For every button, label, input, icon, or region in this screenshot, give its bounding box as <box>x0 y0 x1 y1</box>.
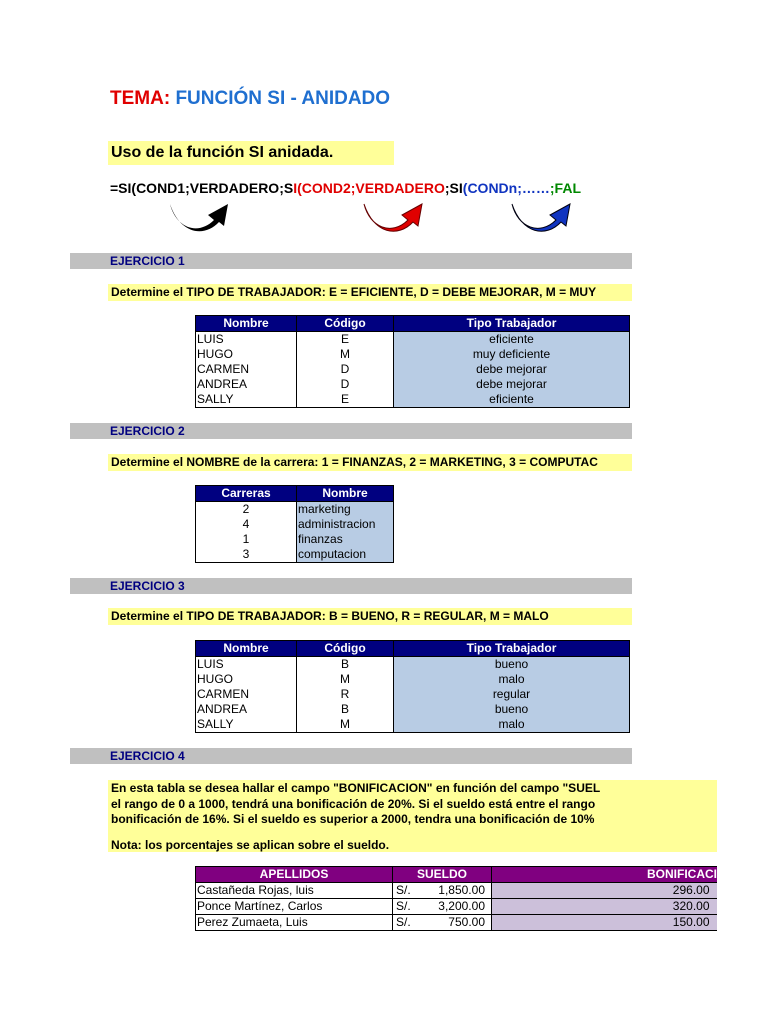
ejercicio4-label: EJERCICIO 4 <box>110 749 185 763</box>
cell-sueldo[interactable]: 750.00 <box>423 915 492 931</box>
formula-part-1: =SI(COND1;VERDADERO;S <box>110 180 294 196</box>
table-row <box>196 347 630 362</box>
table-row <box>196 883 720 899</box>
page-title <box>110 88 390 110</box>
cell-bonificacion[interactable]: 320.00 <box>492 899 720 915</box>
col-header: Nombre <box>297 486 394 502</box>
col-header: Código <box>297 641 394 657</box>
curved-arrow-icon <box>168 198 232 238</box>
curved-arrow-icon <box>362 198 426 238</box>
cell-currency: S/. <box>393 915 423 931</box>
curved-arrow-icon <box>510 198 574 238</box>
ejercicio1-label: EJERCICIO 1 <box>110 254 185 268</box>
table-row <box>196 392 630 408</box>
ejercicio4-table <box>195 866 720 931</box>
ejercicio2-table <box>195 485 394 563</box>
cell-codigo[interactable]: E <box>297 392 394 408</box>
cell-tipo[interactable]: muy deficiente <box>394 347 630 362</box>
cell-codigo[interactable]: M <box>297 717 394 733</box>
col-header: Tipo Trabajador <box>394 641 630 657</box>
cell-nombre[interactable]: administracion <box>297 517 394 532</box>
ejercicio1-table <box>195 315 630 408</box>
col-header: Nombre <box>196 641 297 657</box>
table-row <box>196 687 630 702</box>
title-text: FUNCIÓN SI - ANIDADO <box>175 88 391 109</box>
cell-nombre[interactable]: LUIS <box>196 332 297 348</box>
cell-currency: S/. <box>393 899 423 915</box>
formula-part-5: ;FAL <box>549 180 581 196</box>
cell-nombre[interactable]: CARMEN <box>196 687 297 702</box>
cell-tipo[interactable]: malo <box>394 717 630 733</box>
cell-codigo[interactable]: M <box>297 672 394 687</box>
ejercicio3-table <box>195 640 630 733</box>
cell-codigo[interactable]: B <box>297 657 394 673</box>
ejercicio3-label: EJERCICIO 3 <box>110 579 185 593</box>
formula-part-3: ;SI <box>444 180 463 196</box>
table-row <box>196 502 394 518</box>
title-prefix: TEMA: <box>110 88 171 109</box>
note-text: Nota: los porcentajes se aplican sobre el sueldo. <box>111 837 390 852</box>
cell-bonificacion[interactable]: 296.00 <box>492 883 720 899</box>
cell-apellidos[interactable]: Castañeda Rojas, luis <box>196 883 393 899</box>
viewport-clip <box>632 300 768 750</box>
cell-nombre[interactable]: HUGO <box>196 347 297 362</box>
formula-part-4: (CONDn;…… <box>462 180 550 196</box>
description-line: En esta tabla se desea hallar el campo "BONIFICACION" en función del campo "SUEL <box>111 781 601 795</box>
col-header: BONIFICACI <box>492 867 720 883</box>
cell-nombre[interactable]: marketing <box>297 502 394 518</box>
description-line: el rango de 0 a 1000, tendrá una bonificación de 20%. Si el sueldo está entre el rango <box>111 796 596 811</box>
description-line: bonificación de 16%. Si el sueldo es superior a 2000, tendra una bonificación de 10% <box>111 812 595 826</box>
cell-nombre[interactable]: computacion <box>297 547 394 563</box>
cell-tipo[interactable]: bueno <box>394 657 630 673</box>
table-row <box>196 702 630 717</box>
cell-tipo[interactable]: malo <box>394 672 630 687</box>
table-row <box>196 362 630 377</box>
table-row <box>196 332 630 348</box>
col-header: Código <box>297 316 394 332</box>
table-row <box>196 672 630 687</box>
subtitle: Uso de la función SI anidada. <box>108 141 394 165</box>
cell-codigo[interactable]: D <box>297 362 394 377</box>
ejercicio1-instruction: Determine el TIPO DE TRABAJADOR: E = EFICIENTE, D = DEBE MEJORAR, M = MUY <box>108 284 632 301</box>
ejercicio2-label: EJERCICIO 2 <box>110 424 185 438</box>
viewport-clip <box>717 860 768 940</box>
col-header: APELLIDOS <box>196 867 393 883</box>
col-header: Carreras <box>196 486 297 502</box>
cell-carrera[interactable]: 2 <box>196 502 297 518</box>
cell-carrera[interactable]: 3 <box>196 547 297 563</box>
ejercicio3-instruction: Determine el TIPO DE TRABAJADOR: B = BUENO, R = REGULAR, M = MALO <box>108 608 632 625</box>
table-row <box>196 915 720 931</box>
cell-nombre[interactable]: HUGO <box>196 672 297 687</box>
cell-carrera[interactable]: 4 <box>196 517 297 532</box>
ejercicio4-description <box>108 780 717 852</box>
cell-tipo[interactable]: eficiente <box>394 392 630 408</box>
cell-apellidos[interactable]: Ponce Martínez, Carlos <box>196 899 393 915</box>
cell-codigo[interactable]: B <box>297 702 394 717</box>
cell-codigo[interactable]: R <box>297 687 394 702</box>
cell-codigo[interactable]: M <box>297 347 394 362</box>
col-header: Tipo Trabajador <box>394 316 630 332</box>
cell-nombre[interactable]: SALLY <box>196 392 297 408</box>
cell-tipo[interactable]: debe mejorar <box>394 362 630 377</box>
cell-bonificacion[interactable]: 150.00 <box>492 915 720 931</box>
cell-apellidos[interactable]: Perez Zumaeta, Luis <box>196 915 393 931</box>
cell-tipo[interactable]: regular <box>394 687 630 702</box>
table-row <box>196 532 394 547</box>
formula-syntax <box>110 180 632 196</box>
cell-nombre[interactable]: LUIS <box>196 657 297 673</box>
table-row <box>196 547 394 563</box>
col-header: Nombre <box>196 316 297 332</box>
cell-tipo[interactable]: bueno <box>394 702 630 717</box>
table-row <box>196 899 720 915</box>
cell-codigo[interactable]: D <box>297 377 394 392</box>
cell-currency: S/. <box>393 883 423 899</box>
cell-nombre[interactable]: ANDREA <box>196 702 297 717</box>
cell-nombre[interactable]: SALLY <box>196 717 297 733</box>
cell-codigo[interactable]: E <box>297 332 394 348</box>
cell-tipo[interactable]: debe mejorar <box>394 377 630 392</box>
cell-carrera[interactable]: 1 <box>196 532 297 547</box>
table-row <box>196 657 630 673</box>
cell-tipo[interactable]: eficiente <box>394 332 630 348</box>
table-row <box>196 377 630 392</box>
col-header: SUELDO <box>393 867 492 883</box>
cell-sueldo[interactable]: 3,200.00 <box>423 899 492 915</box>
cell-sueldo[interactable]: 1,850.00 <box>423 883 492 899</box>
cell-nombre[interactable]: ANDREA <box>196 377 297 392</box>
formula-part-2: I(COND2;VERDADERO <box>293 180 445 196</box>
ejercicio2-instruction: Determine el NOMBRE de la carrera: 1 = FINANZAS, 2 = MARKETING, 3 = COMPUTAC <box>108 454 632 471</box>
table-row <box>196 517 394 532</box>
cell-nombre[interactable]: finanzas <box>297 532 394 547</box>
cell-nombre[interactable]: CARMEN <box>196 362 297 377</box>
table-row <box>196 717 630 733</box>
